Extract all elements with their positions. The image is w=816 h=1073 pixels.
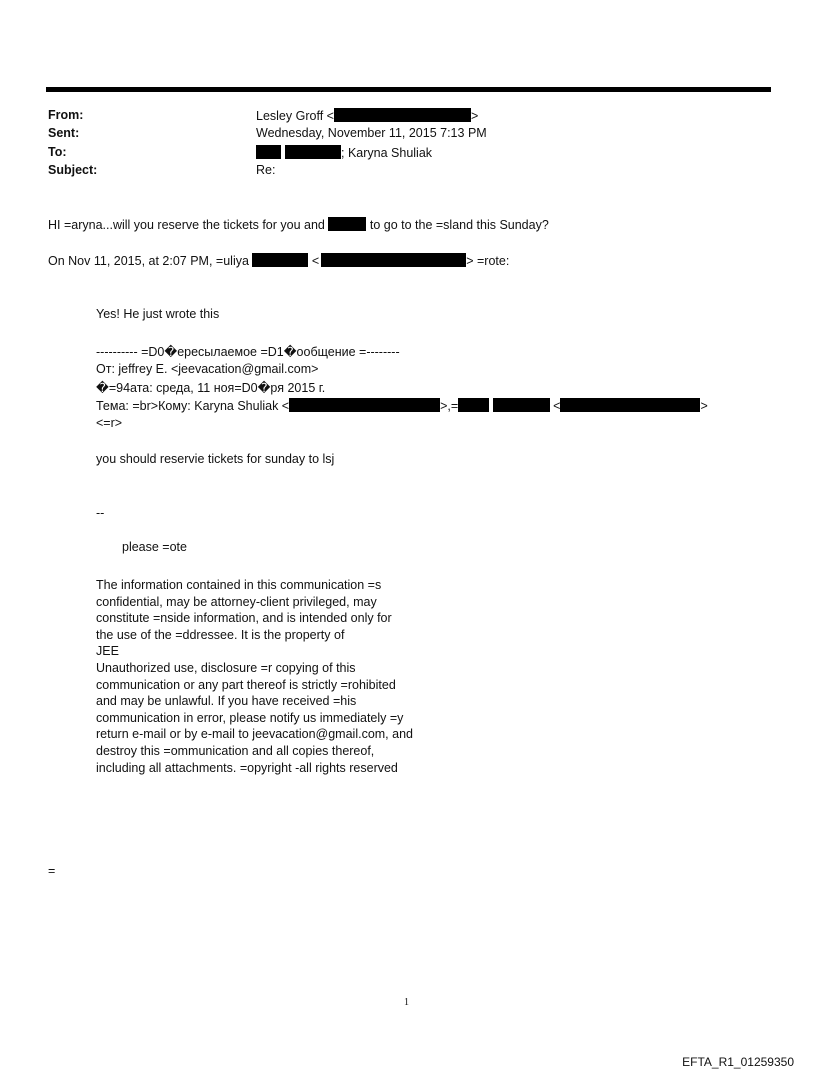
subject-value: Re: [256, 163, 276, 177]
subject-label: Subject: [48, 163, 98, 177]
disclaimer-block [96, 577, 413, 776]
disclaimer-line: the use of the =ddressee. It is the property of [96, 627, 345, 642]
disclaimer-line: confidential, may be attorney-client privileged, may [96, 594, 377, 609]
forward-from: От: jeffrey E. <jeevacation@gmail.com> [96, 362, 319, 376]
redaction-box [285, 145, 341, 159]
disclaimer-line: communication or any part thereof is strictly =rohibited [96, 677, 396, 692]
disclaimer-line: destroy this =ommunication and all copies thereof, [96, 743, 375, 758]
from-label: From: [48, 108, 84, 122]
from-name: Lesley Groff < [256, 109, 334, 123]
disclaimer-line: and may be unlawful. If you have received =his [96, 694, 357, 709]
redaction-box [252, 253, 308, 267]
disclaimer-line: return e-mail or by e-mail to jeevacation@gmail.com, and [96, 727, 413, 742]
disclaimer-line: Unauthorized use, disclosure =r copying of this [96, 660, 356, 675]
br-line: <=r> [96, 416, 123, 430]
from-close: > [470, 109, 479, 123]
trailing-equals: = [48, 864, 56, 878]
quote-text-b: < [311, 254, 320, 268]
disclaimer-line: constitute =nside information, and is intended only for [96, 611, 392, 626]
disclaimer-line: communication in error, please notify us immediately =y [96, 710, 404, 725]
disclaimer-line: JEE [96, 644, 119, 659]
reply-text-b: to go to the =sland this Sunday? [369, 218, 549, 232]
document-id: EFTA_R1_01259350 [682, 1055, 794, 1069]
redaction-box [256, 145, 281, 159]
redaction-box [289, 398, 440, 412]
forward-to-text-b: >,= [440, 399, 459, 413]
disclaimer-line: The information contained in this communication =s [96, 578, 382, 592]
header-rule [46, 87, 771, 92]
from-value [256, 108, 478, 123]
to-recipient: ; Karyna Shuliak [341, 146, 433, 160]
redaction-box [321, 253, 466, 267]
sent-value: Wednesday, November 11, 2015 7:13 PM [256, 126, 487, 140]
signature-dashes: -- [96, 506, 105, 520]
redaction-box [458, 398, 489, 412]
please-note: please =ote [122, 540, 187, 554]
reply-text-a: HI =aryna...will you reserve the tickets for you and [48, 218, 325, 232]
reply-line [48, 217, 549, 232]
to-label: To: [48, 145, 67, 159]
quote-text-a: On Nov 11, 2015, at 2:07 PM, =uliya [48, 254, 249, 268]
forward-to-text-c: < [553, 399, 561, 413]
redaction-box [493, 398, 550, 412]
yes-line: Yes! He just wrote this [96, 307, 220, 321]
forward-date: �=94ата: среда, 11 ноя=D0�ря 2015 г. [96, 381, 326, 395]
forward-to-text-d: > [700, 399, 708, 413]
quote-header [48, 253, 509, 268]
redaction-box [560, 398, 700, 412]
forward-to [96, 398, 708, 413]
forward-to-text-a: Тема: =br>Кому: Karyna Shuliak < [96, 399, 290, 413]
sent-label: Sent: [48, 126, 80, 140]
page-number: 1 [404, 997, 409, 1008]
disclaimer-line: including all attachments. =opyright -all rights reserved [96, 760, 398, 775]
instruction-line: you should reservie tickets for sunday to lsj [96, 452, 335, 466]
redaction-box [328, 217, 366, 231]
quote-text-c: > =rote: [466, 254, 510, 268]
to-value [256, 145, 432, 160]
forward-separator: ---------- =D0�ересылаемое =D1�ообщение =-------- [96, 345, 400, 359]
redaction-box [334, 108, 471, 122]
